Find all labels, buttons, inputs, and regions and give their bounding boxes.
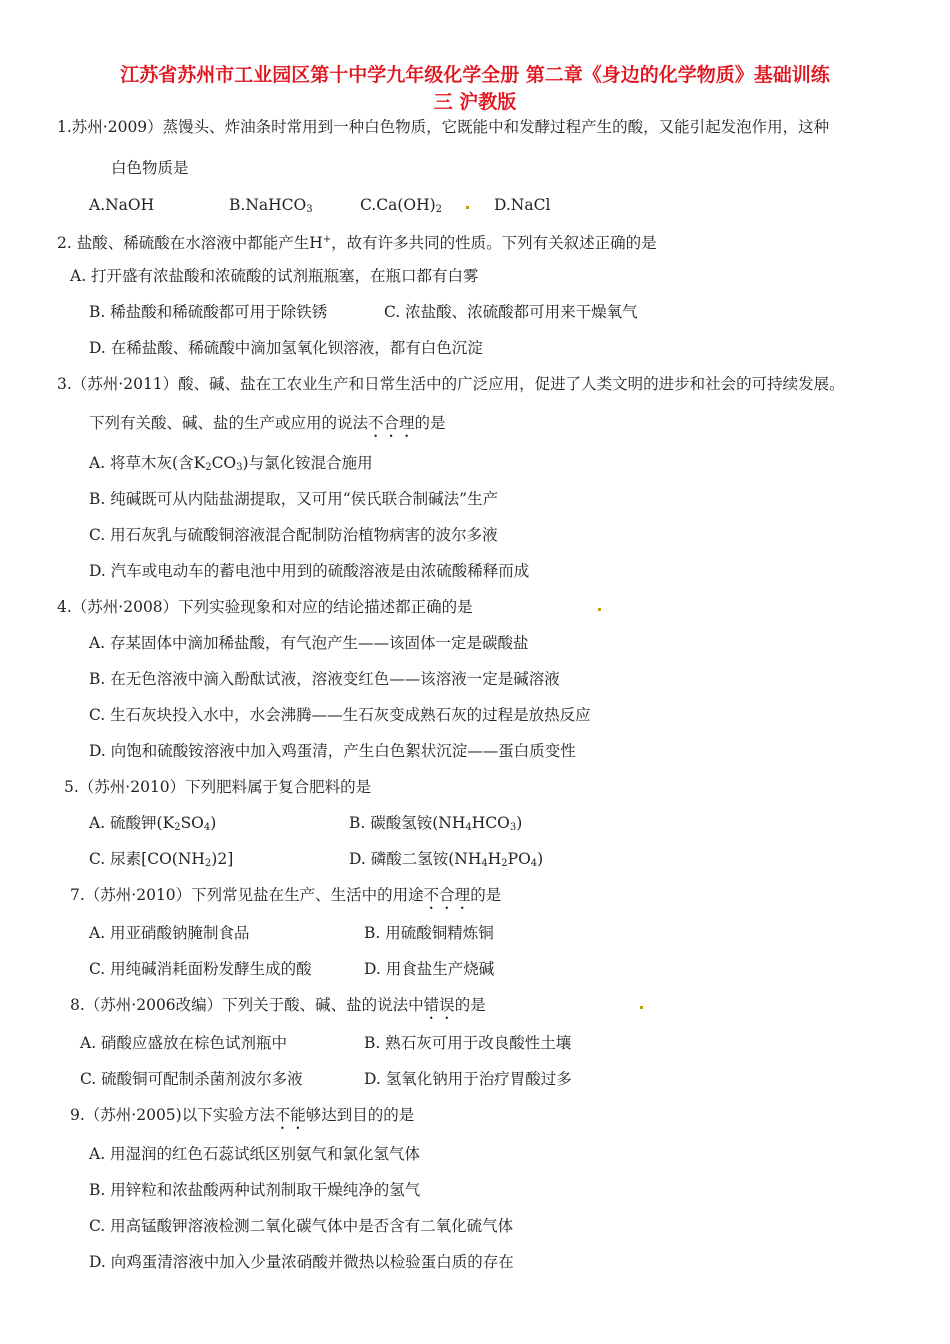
q4-option-c: C. 生石灰块投入水中，水会沸腾——生石灰变成熟石灰的过程是放热反应 bbox=[89, 706, 591, 724]
q2-option-c: C. 浓盐酸、浓硫酸都可用来干燥氧气 bbox=[384, 303, 638, 321]
stray-dot-mark bbox=[598, 608, 601, 611]
q7-option-a: A. 用亚硝酸钠腌制食品 bbox=[89, 924, 250, 942]
q2-option-b: B. 稀盐酸和稀硫酸都可用于除铁锈 bbox=[89, 303, 328, 321]
q9-option-c: C. 用高锰酸钾溶液检测二氧化碳气体中是否含有二氧化硫气体 bbox=[89, 1217, 514, 1235]
q1-option-a: A.NaOH bbox=[89, 196, 155, 214]
q2-option-d: D. 在稀盐酸、稀硫酸中滴加氢氧化钡溶液，都有白色沉淀 bbox=[89, 339, 483, 357]
q8-option-c: C. 硫酸铜可配制杀菌剂波尔多液 bbox=[80, 1070, 303, 1088]
q8-stem: 8.（苏州·2006改编）下列关于酸、碱、盐的说法中错误的是 bbox=[70, 996, 486, 1014]
q3-option-b: B. 纯碱既可从内陆盐湖提取，又可用“侯氏联合制碱法”生产 bbox=[89, 490, 499, 508]
q7-option-c: C. 用纯碱消耗面粉发酵生成的酸 bbox=[89, 960, 312, 978]
document-title-line2: 三 沪教版 bbox=[433, 91, 517, 113]
document-title-line1: 江苏省苏州市工业园区第十中学九年级化学全册 第二章《身边的化学物质》基础训练 bbox=[120, 64, 830, 86]
q9-option-b: B. 用锌粒和浓盐酸两种试剂制取干燥纯净的氢气 bbox=[89, 1181, 421, 1199]
q1-stem-line2: 白色物质是 bbox=[111, 159, 189, 177]
emphasized-text: 不合理 bbox=[423, 886, 471, 904]
q9-option-a: A. 用湿润的红色石蕊试纸区别氨气和氯化氢气体 bbox=[89, 1145, 421, 1163]
q4-option-d: D. 向饱和硫酸铵溶液中加入鸡蛋清，产生白色絮状沉淀——蛋白质变性 bbox=[89, 742, 576, 760]
q4-stem: 4.（苏州·2008）下列实验现象和对应的结论描述都正确的是 bbox=[57, 598, 473, 616]
q7-option-b: B. 用硫酸铜精炼铜 bbox=[364, 924, 494, 942]
q7-stem: 7.（苏州·2010）下列常见盐在生产、生活中的用途不合理的是 bbox=[70, 886, 502, 904]
stray-dot-mark bbox=[466, 206, 469, 209]
q5-option-d: D. 磷酸二氢铵$(NH_4H_2PO_4)$ bbox=[349, 850, 544, 869]
q5-option-b: B. 碳酸氢铵$(NH_4HCO_3)$ bbox=[349, 814, 523, 833]
stray-dot-mark bbox=[640, 1006, 643, 1009]
emphasized-text: 不能 bbox=[274, 1106, 306, 1124]
q9-stem: 9.（苏州·2005)以下实验方法不能够达到目的的是 bbox=[70, 1106, 415, 1124]
q9-option-d: D. 向鸡蛋清溶液中加入少量浓硝酸并微热以检验蛋白质的存在 bbox=[89, 1253, 514, 1271]
q8-option-d: D. 氢氧化钠用于治疗胃酸过多 bbox=[364, 1070, 572, 1088]
q4-option-b: B. 在无色溶液中滴入酚酞试液，溶液变红色——该溶液一定是碱溶液 bbox=[89, 670, 560, 688]
q4-option-a: A. 存某固体中滴加稀盐酸，有气泡产生——该固体一定是碳酸盐 bbox=[89, 634, 529, 652]
q3-stem-line2: 下列有关酸、碱、盐的生产或应用的说法不合理的是 bbox=[89, 414, 446, 432]
q3-stem-line1: 3.（苏州·2011）酸、碱、盐在工农业生产和日常生活中的广泛应用，促进了人类文明的进步和社会的可持续发展。 bbox=[57, 375, 845, 393]
q1-option-c: $C.Ca(OH)_2$ bbox=[360, 196, 443, 215]
q8-option-a: A. 硝酸应盛放在棕色试剂瓶中 bbox=[80, 1034, 288, 1052]
emphasized-text: 不合理 bbox=[368, 414, 415, 432]
q2-stem: 2. 盐酸、稀硫酸在水溶液中都能产生H+，故有许多共同的性质。下列有关叙述正确的是 bbox=[57, 234, 657, 252]
q5-option-c: C. 尿素$[CO(NH_2)2]$ bbox=[89, 850, 234, 869]
q5-option-a: A. 硫酸钾$(K_2SO_4)$ bbox=[89, 814, 217, 833]
q3-option-a: A. 将草木灰(含$K_2CO_3$)与氯化铵混合施用 bbox=[89, 454, 373, 473]
q2-option-a: A. 打开盛有浓盐酸和浓硫酸的试剂瓶瓶塞，在瓶口都有白雾 bbox=[70, 267, 479, 285]
q3-option-c: C. 用石灰乳与硫酸铜溶液混合配制防治植物病害的波尔多液 bbox=[89, 526, 498, 544]
q1-stem-line1: 1.苏州·2009）蒸馒头、炸油条时常用到一种白色物质，它既能中和发酵过程产生的酸，又能引起发泡作用，这种 bbox=[57, 118, 830, 136]
q7-option-d: D. 用食盐生产烧碱 bbox=[364, 960, 495, 978]
q1-option-d: D.NaCl bbox=[494, 196, 551, 214]
q3-option-d: D. 汽车或电动车的蓄电池中用到的硫酸溶液是由浓硫酸稀释而成 bbox=[89, 562, 530, 580]
q1-option-b: B.NaHCO$_3$ bbox=[229, 196, 313, 215]
q8-option-b: B. 熟石灰可用于改良酸性土壤 bbox=[364, 1034, 572, 1052]
q5-stem: 5.（苏州·2010）下列肥料属于复合肥料的是 bbox=[64, 778, 372, 796]
emphasized-text: 错误 bbox=[423, 996, 455, 1014]
